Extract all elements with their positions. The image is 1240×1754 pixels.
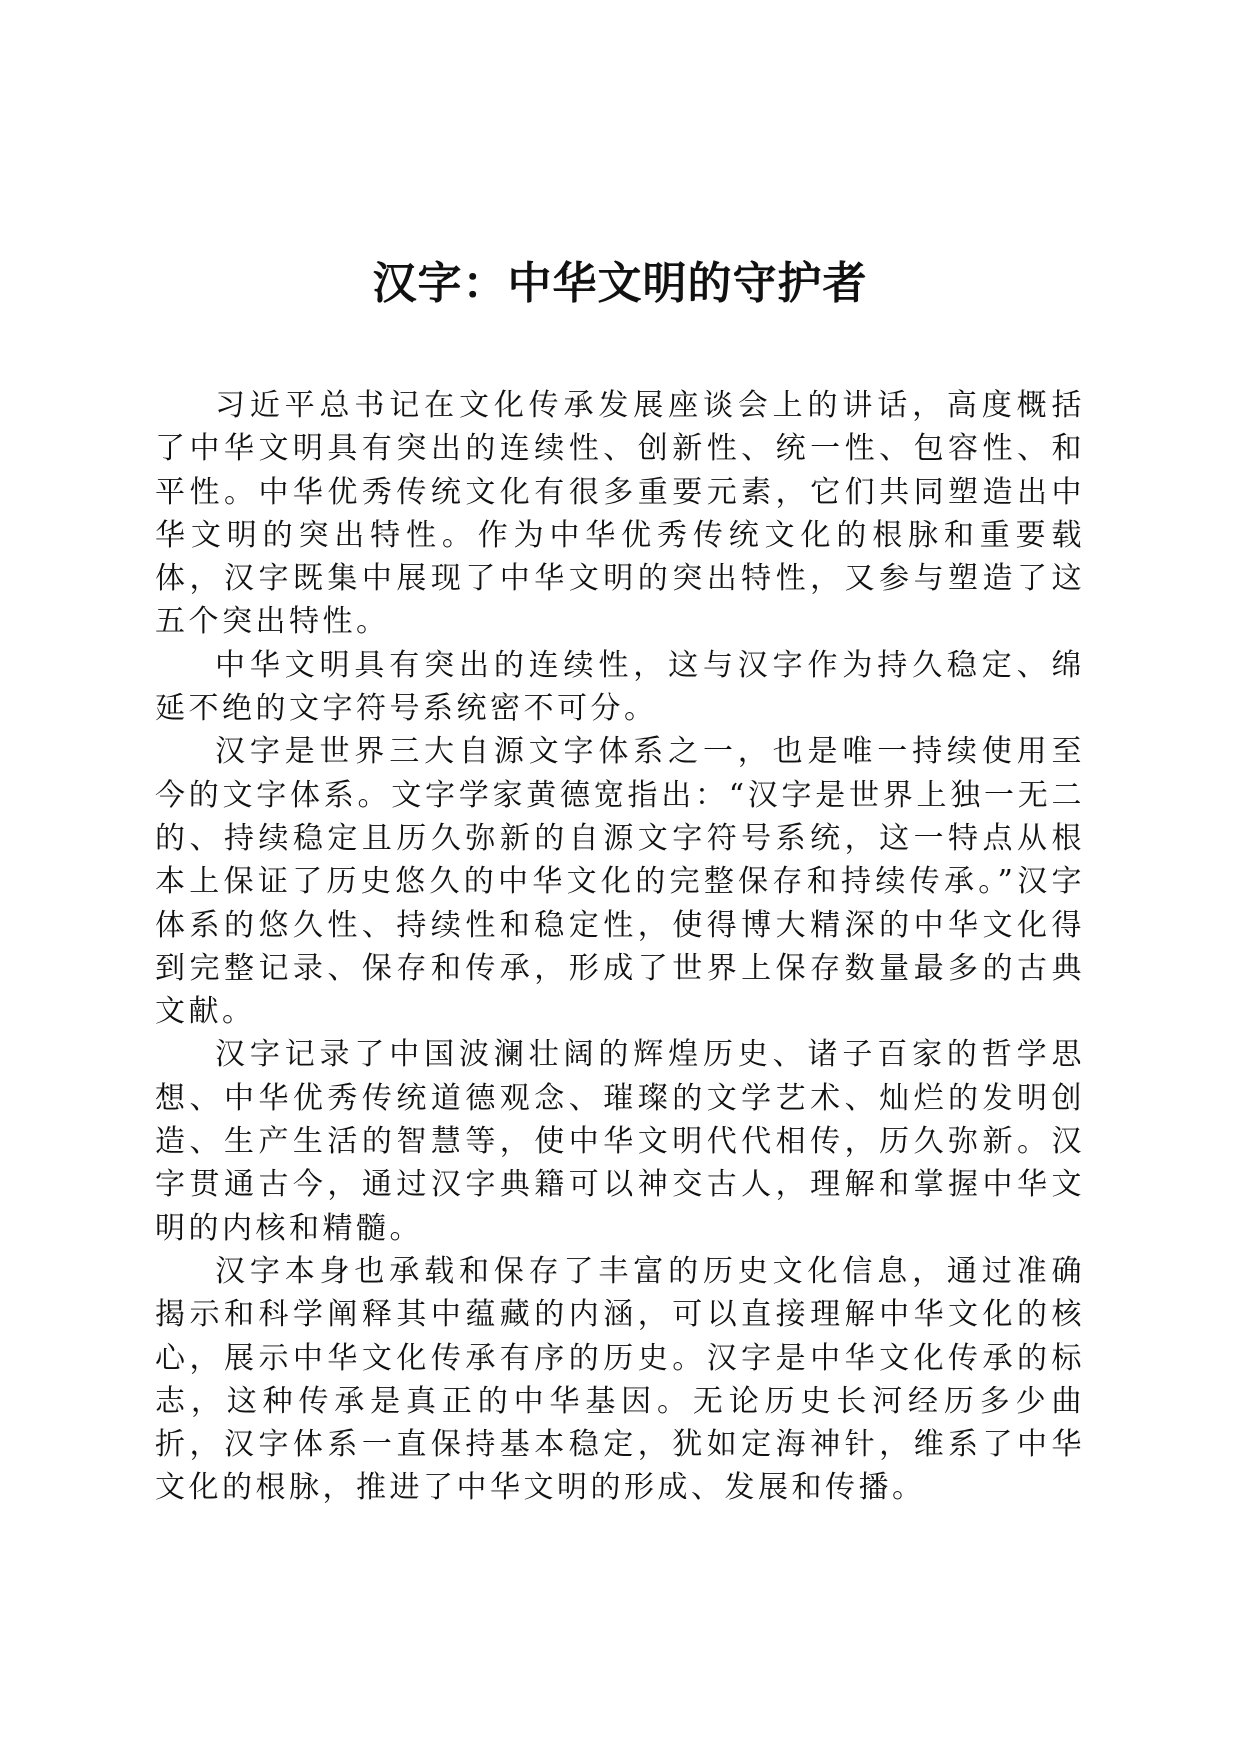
paragraph-4: 汉字记录了中国波澜壮阔的辉煌历史、诸子百家的哲学思想、中华优秀传统道德观念、璀璨的文学艺术、灿烂的发明创造、生产生活的智慧等，使中华文明代代相传，历久弥新。汉字贯通古今，通过汉字典籍可以神交古人，理解和掌握中华文明的内核和精髓。	[155, 1037, 1085, 1246]
document-title: 汉字：中华文明的守护者	[372, 258, 868, 309]
paragraph-1: 习近平总书记在文化传承发展座谈会上的讲话，高度概括了中华文明具有突出的连续性、创新性、统一性、包容性、和平性。中华优秀传统文化有很多重要元素，它们共同塑造出中华文明的突出特性。作为中华优秀传统文化的根脉和重要载体，汉字既集中展现了中华文明的突出特性，又参与塑造了这五个突出特性。	[155, 388, 1085, 640]
paragraph-5: 汉字本身也承载和保存了丰富的历史文化信息，通过准确揭示和科学阐释其中蕴藏的内涵，可以直接理解中华文化的核心，展示中华文化传承有序的历史。汉字是中华文化传承的标志，这种传承是真正的中华基因。无论历史长河经历多少曲折，汉字体系一直保持基本稳定，犹如定海神针，维系了中华文化的根脉，推进了中华文明的形成、发展和传播。	[155, 1253, 1085, 1506]
paragraph-2: 中华文明具有突出的连续性，这与汉字作为持久稳定、绵延不绝的文字符号系统密不可分。	[155, 647, 1085, 727]
paragraph-3: 汉字是世界三大自源文字体系之一，也是唯一持续使用至今的文字体系。文字学家黄德宽指出：“汉字是世界上独一无二的、持续稳定且历久弥新的自源文字符号系统，这一特点从根本上保证了历史悠久的中华文化的完整保存和持续传承。”汉字体系的悠久性、持续性和稳定性，使得博大精深的中华文化得到完整记录、保存和传承，形成了世界上保存数量最多的古典文献。	[155, 734, 1085, 1030]
document-body	[155, 384, 1085, 1510]
